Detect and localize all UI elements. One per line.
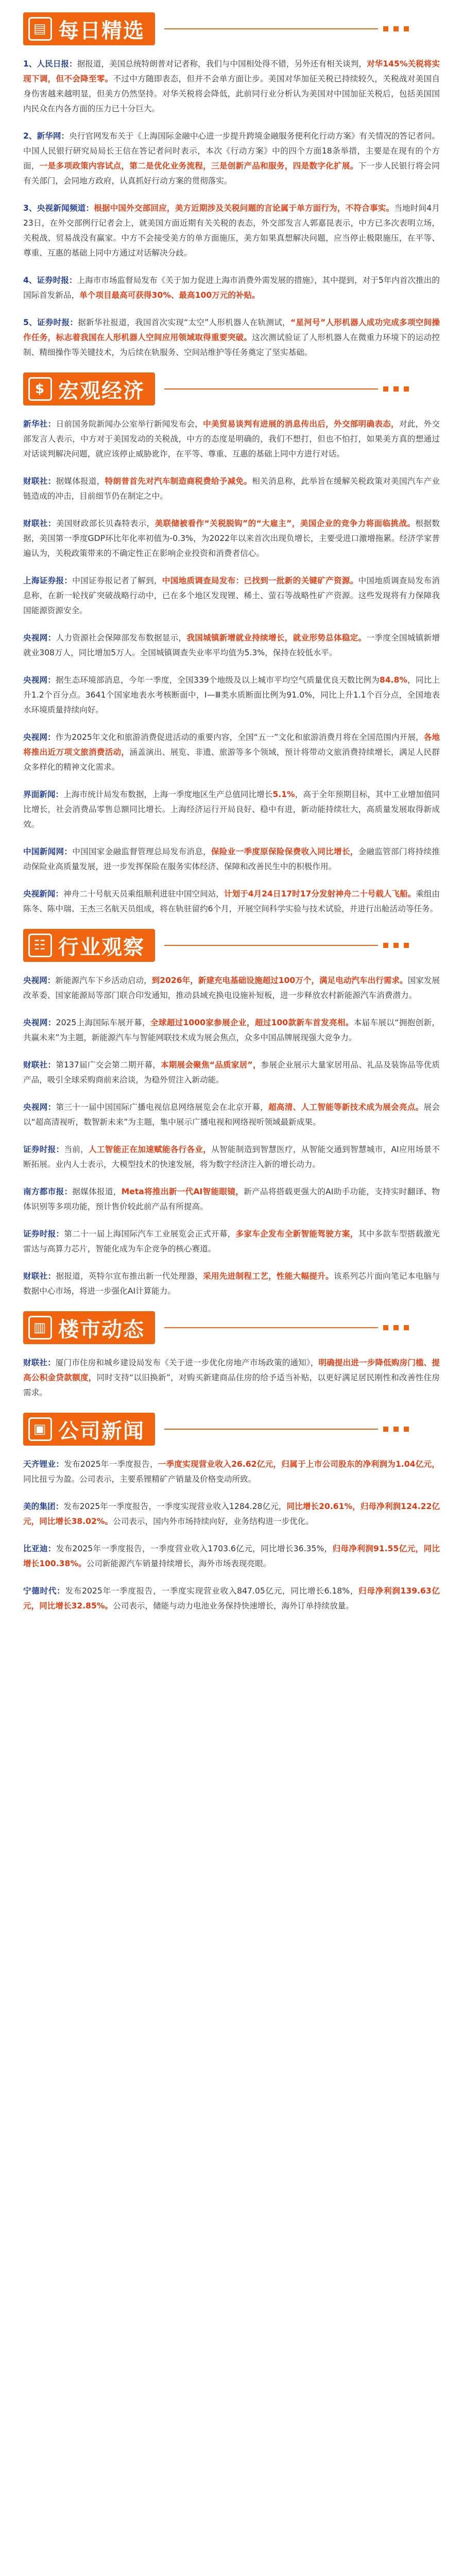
news-text: 据报道，美国总统特朗普对记者称，我们与中国相处得不错，另外还有相关谈判， [77, 59, 367, 69]
section-title: 楼市动态 [58, 1317, 145, 1342]
news-text: 作为2025年文化和旅游消费促进活动的重要内容，全国“五一”文化和旅游消费月将在全国范围内开展， [55, 733, 424, 742]
news-text: 本届车展以“拥抱创新，共赢未来”为主题，新能源汽车与智能网联技术成为展会焦点，众多中国品牌展现强大竞争力。 [23, 1018, 440, 1042]
section-decoration [164, 386, 440, 392]
section-tag [23, 1311, 155, 1344]
news-source: 财联社： [23, 1272, 56, 1281]
news-text: 美国财政部长贝森特表示， [56, 519, 155, 528]
news-source: 比亚迪： [23, 1544, 56, 1553]
people-icon: ☷ [28, 934, 52, 957]
news-paragraph [23, 273, 440, 303]
news-source: 财联社： [23, 519, 56, 528]
news-source: 美的集团： [23, 1502, 64, 1511]
news-paragraph [23, 1355, 440, 1400]
news-source: 央视网： [23, 1018, 56, 1027]
news-text: 参展企业展示大量家居用品、礼品及装饰品等优质产品，吸引全球采购商前来洽谈，为稳外贸注入新动能。 [23, 1060, 440, 1084]
news-paragraph [23, 1541, 440, 1571]
news-source: 央视网： [23, 1103, 56, 1112]
news-text: 相关消息称，此举旨在缓解关税政策对美国汽车产业链造成的冲击，目前细节仍在制定之中。 [23, 477, 440, 501]
news-highlight: 采用先进制程工艺，性能大幅提升。 [203, 1272, 334, 1281]
section-header-macro [23, 372, 440, 405]
news-paragraph [23, 57, 440, 116]
section-header-company [23, 1413, 440, 1446]
news-text: 据报道，英特尔宣布推出新一代处理器， [56, 1272, 203, 1281]
section-body [23, 973, 440, 1299]
news-paragraph [23, 730, 440, 775]
news-source: 上海证券报： [23, 576, 73, 585]
news-highlight: Meta将推出新一代AI智能眼镜， [121, 1187, 244, 1196]
news-highlight: 我国城镇新增就业持续增长，就业形势总体稳定。 [186, 633, 367, 642]
news-paragraph [23, 1184, 440, 1214]
news-highlight: 全球超过1000家参展企业，超过100款新车首发亮相。 [150, 1018, 354, 1027]
news-source: 1、人民日报： [23, 59, 77, 69]
news-highlight: “星河号”人形机器人成功完成多项空间操作任务，标志着我国在人形机器人空间应用领域取得重要突破。 [23, 318, 440, 342]
news-text: 据媒体报道， [72, 1187, 122, 1196]
news-text: 央行官网发布关于《上海国际金融中心进一步提升跨境金融服务便利化行动方案》有关情况的答记者问。中国人民银行研究局局长王信在答记者问时表示，本次《行动方案》中的四个方面18条举措，主要是在现有的个方面， [23, 131, 440, 171]
news-highlight: 84.8% [379, 675, 407, 685]
news-text: 日前国务院新闻办公室举行新闻发布会， [56, 419, 203, 429]
news-paragraph [23, 1457, 440, 1487]
news-text: 展会以“超高清视听，数智新未来”为主题，集中展示广播电视和网络视听领域最新成果。 [23, 1103, 440, 1127]
section-title: 行业观察 [58, 935, 145, 959]
news-text: 该系列芯片面向笔记本电脑与数据中心市场，将进一步强化AI计算能力。 [23, 1272, 440, 1296]
news-paragraph [23, 573, 440, 618]
news-text: 从智能制造到智慧医疗，从智能交通到智慧城市，AI应用场景不断拓展。业内人士表示，大模型技术的快速发展，将为数字经济注入新的增长动力。 [23, 1145, 440, 1169]
news-source: 央视网： [23, 733, 56, 742]
news-paragraph [23, 973, 440, 1003]
news-source: 2、新华网： [23, 131, 70, 141]
news-source: 央视网： [23, 976, 56, 985]
news-source: 财联社： [23, 1060, 56, 1070]
news-source: 界面新闻： [23, 790, 64, 799]
section-tag [23, 372, 155, 405]
section-title: 公司新闻 [58, 1419, 145, 1443]
news-text: 新产品将搭载更强大的AI助手功能，支持实时翻译、物体识别等多项功能，预计售价较此前产品有所提高。 [23, 1187, 440, 1211]
news-text: 厦门市住房和城乡建设局发布《关于进一步优化房地产市场政策的通知》， [55, 1358, 319, 1367]
news-paragraph [23, 1015, 440, 1045]
news-paragraph [23, 474, 440, 504]
news-text: 金融监管部门将持续推动保险业高质量发展，进一步发挥保险在服务实体经济、保障和改善民生中的积极作用。 [23, 847, 440, 871]
news-source: 南方都市报： [23, 1187, 73, 1196]
section-decoration [164, 1427, 440, 1432]
news-paragraph [23, 1499, 440, 1529]
article-page [0, 12, 463, 2576]
news-text: ，高于全年预期目标，其中工业增加值同比增长，社会消费品零售总额同比增长。上海经济运行开局良好、稳中有进，新动能持续壮大，高质量发展取得新成效。 [23, 790, 440, 829]
news-text: 对此，外交部发言人表示，中方对于美国发动的关税战，中方的态度是明确的，我们不想打，但也不怕打，如果美方真的想通过对话谈判解决问题，就应该停止威胁讹诈，在平等、尊重、互惠的基础上同中方进行对话。 [23, 419, 440, 459]
news-source: 央视网： [23, 675, 56, 685]
news-highlight: 一是多项政策内容试点，第二是优化业务流程，三是创新产品和服务，四是数字化扩展。 [39, 161, 358, 171]
news-text: 涵盖演出、展览、非遗、旅游等多个领域，预计将带动文旅消费持续增长，满足人民群众多样化的精神文化需求。 [23, 748, 440, 772]
briefcase-icon: ▣ [28, 1417, 52, 1441]
news-source: 央视网： [23, 633, 56, 642]
chart-icon: $ [28, 377, 52, 401]
section-decoration [164, 1325, 440, 1330]
news-paragraph [23, 673, 440, 718]
news-source: 5、证券时报： [23, 318, 78, 327]
news-highlight: 归母净利润91.55亿元，同比增长100.38%。 [23, 1544, 440, 1568]
news-paragraph [23, 844, 440, 874]
section-tag [23, 12, 155, 45]
news-text: ，同比上升1.2个百分点。3641个国家地表水考核断面中，Ⅰ—Ⅲ类水质断面比例为91.0%，同比上升1.1个百分点，全国地表水环境质量持续向好。 [23, 675, 440, 715]
news-highlight: 明确提出进一步降低购房门槛、提高公积金贷款额度， [23, 1358, 440, 1382]
news-highlight: 保险业一季度原保险保费收入同比增长， [211, 847, 358, 856]
news-text: 第二十一届上海国际汽车工业展览会正式开幕， [64, 1229, 236, 1239]
news-text: 据媒体报道， [56, 477, 105, 486]
news-paragraph [23, 631, 440, 660]
section-header-property [23, 1311, 440, 1344]
news-source: 4、证券时报： [23, 276, 77, 285]
section-tag [23, 929, 155, 962]
news-text: 第三十一届中国国际广播电视信息网络展览会在北京开幕， [56, 1103, 269, 1112]
news-paragraph [23, 1058, 440, 1088]
newspaper-icon: ▤ [28, 17, 52, 41]
news-highlight: 单个项目最高可获得30%、最高100万元的补贴。 [79, 291, 260, 300]
section-body [23, 1355, 440, 1400]
news-text: 中国国家金融监督管理总局发布消息， [72, 847, 211, 856]
news-text: 上海市统计局发布数据，上海一季度地区生产总值同比增长 [63, 790, 273, 799]
news-text: 当地时间4月23日，在外交部例行记者会上，就美国方面近期有关关税的表态，外交部发言人郭嘉昆表示，中方已多次表明立场，关税战、贸易战没有赢家。中方不会接受美方的单方面施压，美方如果真想解决问题，应当停止极限施压，在平等、尊重、互惠的基础上同中方通过对话解决分歧。 [23, 204, 440, 258]
news-text: 不过中方随即表态，但并不会单方面让步。美国对华加征关税已持续较久，关税战对美国自身伤害越来越明显，但美方仍然坚持。对华关税将会降低，此前同行业分析认为美国对中国加征关税后，包括美国国内民众在内各方面的压力已十分巨大。 [23, 74, 440, 113]
news-paragraph [23, 1227, 440, 1257]
news-source: 3、央视新闻频道： [23, 204, 94, 213]
section-header-daily [23, 12, 440, 45]
news-highlight: 各地将推出近万项文旅消费活动， [23, 733, 440, 757]
news-highlight: 归母净利润139.63亿元，同比增长32.85%。 [23, 1586, 440, 1611]
news-text: 发布2025年一季度报告， [64, 1460, 158, 1469]
news-paragraph [23, 315, 440, 360]
news-text: 公司新能源汽车销量持续增长，海外市场表现亮眼。 [86, 1559, 271, 1568]
news-highlight: 到2026年，新建充电基础设施超过100万个，满足电动汽车出行需求。 [151, 976, 408, 985]
building-icon: ▥ [28, 1316, 52, 1340]
news-text: 乘组由陈冬、陈中瑞、王杰三名航天员组成，将在轨驻留约6个月，开展空间科学实验与技术试验，并进行出舱活动等任务。 [23, 889, 440, 913]
news-highlight: 一季度实现营业收入26.62亿元，归属于上市公司股东的净利润为1.04亿元， [158, 1460, 440, 1469]
section-body [23, 1457, 440, 1614]
news-text: 据生态环境部消息，今年一季度，全国339个地级及以上城市平均空气质量优良天数比例为 [56, 675, 380, 685]
news-source: 证券时报： [23, 1229, 64, 1239]
news-text: 2025上海国际车展开幕， [56, 1018, 150, 1027]
news-highlight: 美联储被看作“关税脱钩”的“大雇主”，美国企业的竞争力将面临挑战。 [155, 519, 416, 528]
news-text: 一季度全国城镇新增就业308万人，同比增加5万人。全国城镇调查失业率平均值为5.3%，保持在较低水平。 [23, 633, 440, 657]
news-text: 发布2025年一季度报告，一季度实现营业收入847.05亿元，同比增长6.18%， [65, 1586, 359, 1596]
section-title: 每日精选 [58, 19, 145, 43]
news-highlight: 特朗普首先对汽车制造商税费给予减免。 [105, 477, 252, 486]
section-body [23, 417, 440, 917]
news-paragraph [23, 1142, 440, 1172]
news-paragraph [23, 1584, 440, 1614]
news-paragraph [23, 1269, 440, 1299]
news-text: 公司表示，储能与动力电池业务保持快速增长，海外订单持续放量。 [113, 1601, 354, 1611]
news-text: 这次测试验证了人形机器人在微重力环境下的运动控制、精细操作等关键技术，为后续在轨服务、空间站维护等任务奠定了坚实基础。 [23, 333, 440, 357]
news-highlight: 同比增长20.61%，归母净利润124.22亿元，同比增长38.02%。 [23, 1502, 440, 1526]
section-header-industry [23, 929, 440, 962]
section-body [23, 57, 440, 360]
news-text: 发布2025年一季度报告，一季度实现营业收入1284.28亿元， [63, 1502, 287, 1511]
news-text: 其中多款车型搭载激光雷达与高算力芯片，智能化成为车企竞争的核心赛道。 [23, 1229, 440, 1253]
news-source: 证券时报： [23, 1145, 64, 1154]
news-paragraph [23, 516, 440, 561]
news-text: 中国地质调查局发布消息称，在新一轮找矿突破战略行动中，已在多个地区发现锂、稀土、萤石等战略性矿产资源。这些发现将有力保障我国能源资源安全。 [23, 576, 440, 615]
news-source: 天齐锂业： [23, 1460, 64, 1469]
section-decoration [164, 26, 440, 31]
news-text: 第137届广交会第二期开幕， [56, 1060, 161, 1070]
news-highlight: 5.1% [272, 790, 295, 799]
news-text: 公司表示，国内外市场持续向好，业务结构进一步优化。 [113, 1517, 314, 1526]
news-paragraph [23, 1100, 440, 1130]
news-highlight: 本期展会聚焦“品质家居”， [160, 1060, 261, 1070]
news-text: 根据数据，美国第一季度GDP环比年化率初值为-0.3%，为2022年以来首次出现负增长，主要受进口激增拖累。经济学家普遍认为，关税政策带来的不确定性正在影响企业投资和消费者信心。 [23, 519, 440, 558]
news-source: 新华社： [23, 419, 56, 429]
news-highlight: 中国地质调查局发布：已找到一批新的关键矿产资源。 [162, 576, 358, 585]
news-highlight: 人工智能正在加速赋能各行各业， [89, 1145, 212, 1154]
news-text: 国家发展改革委、国家能源局等部门联合印发通知，推动县域充换电设施补短板，进一步释放农村新能源汽车消费潜力。 [23, 976, 440, 1000]
news-paragraph [23, 201, 440, 261]
news-text: 中国证券报记者了解到， [72, 576, 162, 585]
section-tag [23, 1413, 155, 1446]
news-source: 财联社： [23, 477, 56, 486]
news-text: 当前， [64, 1145, 89, 1154]
news-paragraph [23, 129, 440, 189]
news-highlight: 多家车企发布全新智能驾驶方案， [235, 1229, 358, 1239]
news-highlight: 超高清、人工智能等新技术成为展会亮点。 [268, 1103, 424, 1112]
news-paragraph [23, 787, 440, 832]
news-text: 新能源汽车下乡活动启动， [55, 976, 152, 985]
news-text: 上海市市场监督局发布《关于加力促进上海市消费外需发展的措施》，其中提到，对于5年内首次推出的国际首发新品， [23, 276, 440, 300]
section-title: 宏观经济 [58, 379, 145, 403]
news-highlight: 中美贸易谈判有进展的消息传出后，外交部明确表态， [203, 419, 399, 429]
news-text: 据新华社报道，我国首次实现“太空”人形机器人在轨测试， [78, 318, 290, 327]
news-text: 同时支持“以旧换新”，对购买新建商品住房的给予适当补贴，以更好满足居民刚性和改善性住房需求。 [23, 1373, 440, 1397]
news-text: 发布2025年一季度报告，一季度营业收入1703.6亿元，同比增长36.35%， [56, 1544, 333, 1553]
news-source: 宁德时代： [23, 1586, 65, 1596]
news-highlight: 计划于4月24日17时17分发射神舟二十号载人飞船。 [224, 889, 416, 899]
section-decoration [164, 943, 440, 948]
news-text: 人力资源社会保障部发布数据显示， [56, 633, 187, 642]
news-highlight: 根据中国外交部回应，美方近期涉及关税问题的言论属于单方面行为，不符合事实。 [94, 204, 395, 213]
news-source: 财联社： [23, 1358, 56, 1367]
news-text: 下一步人民银行将会同有关部门，会同地方政府，认真抓好行动方案的贯彻落实。 [23, 161, 440, 185]
news-source: 中国新闻网： [23, 847, 73, 856]
news-source: 央视新闻： [23, 889, 63, 899]
news-text: 同比扭亏为盈。公司表示，主要系锂精矿产销量及价格变动所致。 [23, 1475, 256, 1484]
news-highlight: 对华145%关税将实现下调，但不会降至零。 [23, 59, 440, 83]
news-text: 神舟二十号航天员乘组顺利进驻中国空间站， [63, 889, 224, 899]
news-paragraph [23, 417, 440, 462]
news-paragraph [23, 887, 440, 917]
